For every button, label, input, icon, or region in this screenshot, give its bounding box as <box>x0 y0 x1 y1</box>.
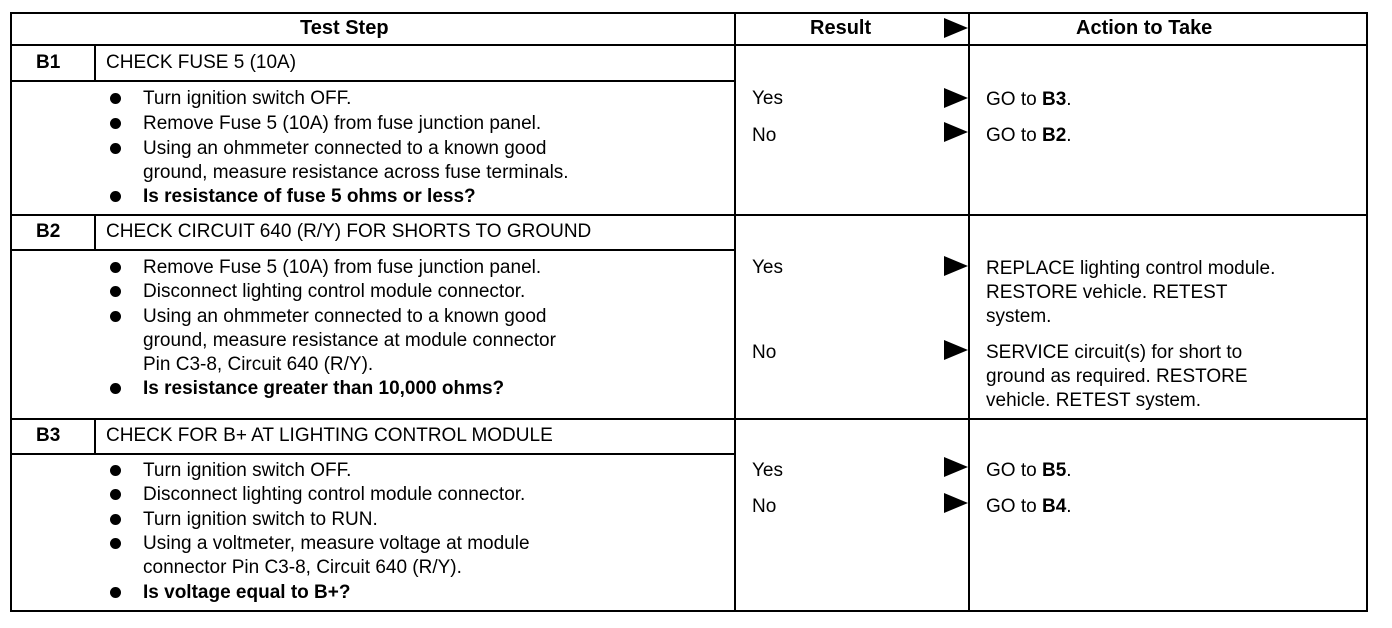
bullet-icon <box>110 538 121 549</box>
b2-title-border <box>10 249 734 251</box>
b2-bullet-2: Disconnect lighting control module connector. <box>143 281 526 302</box>
b3-bullet-5-question: Is voltage equal to B+? <box>143 582 351 603</box>
b2-bullet-3-line-1: Using an ohmmeter connected to a known good <box>143 306 547 327</box>
b1-bullet-3-line-1: Using an ohmmeter connected to a known good <box>143 138 547 159</box>
b1-result-yes: Yes <box>752 88 783 109</box>
b1-id-divider <box>94 46 96 82</box>
table-top-border <box>10 12 1368 14</box>
b3-action-yes: GO to B5. <box>986 460 1072 481</box>
b2-result-no: No <box>752 342 777 363</box>
bullet-icon <box>110 514 121 525</box>
b2-bullet-1: Remove Fuse 5 (10A) from fuse junction panel. <box>143 257 542 278</box>
arrow-right-icon <box>944 340 968 360</box>
bullet-icon <box>110 286 121 297</box>
action-column-divider <box>968 12 970 612</box>
b3-result-no: No <box>752 496 777 517</box>
arrow-right-icon <box>944 88 968 108</box>
header-action: Action to Take <box>1076 17 1213 39</box>
b1-bullet-3-line-2: ground, measure resistance across fuse terminals. <box>143 162 569 183</box>
table-right-border <box>1366 12 1368 612</box>
b3-bullet-4-line-2: connector Pin C3-8, Circuit 640 (R/Y). <box>143 557 462 578</box>
step-b3-title: CHECK FOR B+ AT LIGHTING CONTROL MODULE <box>106 425 553 446</box>
bullet-icon <box>110 587 121 598</box>
b2-action-no-line-2: ground as required. RESTORE <box>986 366 1248 387</box>
b2-bullet-3-line-2: ground, measure resistance at module connector <box>143 330 556 351</box>
b2-action-yes-line-3: system. <box>986 306 1052 327</box>
header-test-step: Test Step <box>300 17 389 39</box>
bullet-icon <box>110 465 121 476</box>
b1-bottom-border <box>10 214 1368 216</box>
table-left-border <box>10 12 12 612</box>
b1-result-no: No <box>752 125 777 146</box>
b1-action-yes: GO to B3. <box>986 89 1072 110</box>
b2-bottom-border <box>10 418 1368 420</box>
bullet-icon <box>110 383 121 394</box>
b2-action-yes-line-2: RESTORE vehicle. RETEST <box>986 282 1228 303</box>
b2-result-yes: Yes <box>752 257 783 278</box>
b3-result-yes: Yes <box>752 460 783 481</box>
table-bottom-border <box>10 610 1368 612</box>
step-b1-id: B1 <box>36 52 61 73</box>
step-b2-id: B2 <box>36 221 61 242</box>
b1-action-no: GO to B2. <box>986 125 1072 146</box>
b2-bullet-3-line-3: Pin C3-8, Circuit 640 (R/Y). <box>143 354 374 375</box>
b1-bullet-4-question: Is resistance of fuse 5 ohms or less? <box>143 186 476 207</box>
arrow-right-icon <box>944 493 968 513</box>
b1-bullet-2: Remove Fuse 5 (10A) from fuse junction panel. <box>143 113 542 134</box>
b1-bullet-1: Turn ignition switch OFF. <box>143 88 352 109</box>
bullet-icon <box>110 311 121 322</box>
bullet-icon <box>110 489 121 500</box>
b3-bullet-2: Disconnect lighting control module connector. <box>143 484 526 505</box>
arrow-right-icon <box>944 457 968 477</box>
b2-action-no-line-1: SERVICE circuit(s) for short to <box>986 342 1243 363</box>
arrow-right-icon <box>944 122 968 142</box>
b2-action-no-line-3: vehicle. RETEST system. <box>986 390 1202 411</box>
bullet-icon <box>110 118 121 129</box>
b2-id-divider <box>94 216 96 251</box>
b2-action-yes-line-1: REPLACE lighting control module. <box>986 258 1276 279</box>
b3-title-border <box>10 453 734 455</box>
result-column-divider <box>734 12 736 612</box>
b3-bullet-3: Turn ignition switch to RUN. <box>143 509 378 530</box>
b3-bullet-1: Turn ignition switch OFF. <box>143 460 352 481</box>
bullet-icon <box>110 93 121 104</box>
bullet-icon <box>110 262 121 273</box>
b3-bullet-4-line-1: Using a voltmeter, measure voltage at module <box>143 533 530 554</box>
step-b3-id: B3 <box>36 425 61 446</box>
header-arrow-icon <box>944 18 968 38</box>
bullet-icon <box>110 143 121 154</box>
bullet-icon <box>110 191 121 202</box>
b3-id-divider <box>94 420 96 455</box>
step-b2-title: CHECK CIRCUIT 640 (R/Y) FOR SHORTS TO GROUND <box>106 221 592 242</box>
b3-action-no: GO to B4. <box>986 496 1072 517</box>
header-bottom-border <box>10 44 1368 46</box>
step-b1-title: CHECK FUSE 5 (10A) <box>106 52 297 73</box>
header-result: Result <box>810 17 872 39</box>
arrow-right-icon <box>944 256 968 276</box>
b1-title-border <box>10 80 734 82</box>
b2-bullet-4-question: Is resistance greater than 10,000 ohms? <box>143 378 505 399</box>
